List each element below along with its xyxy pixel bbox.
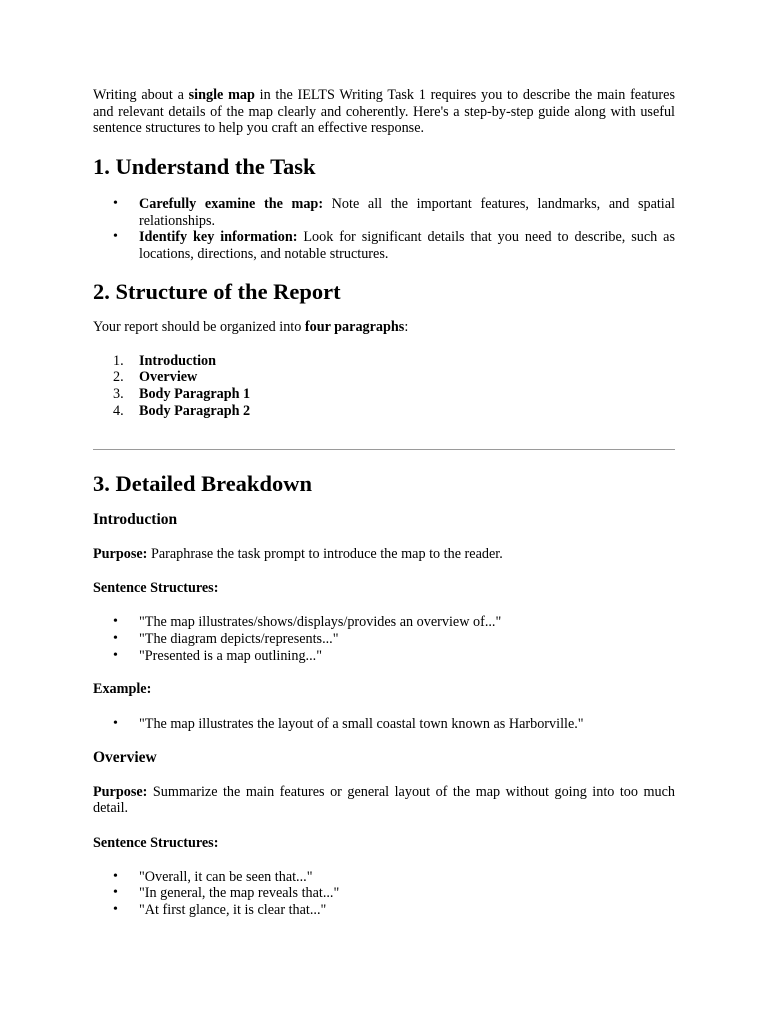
purpose-text: Paraphrase the task prompt to introduce the map to the reader. [147, 545, 503, 562]
list-item: • "In general, the map reveals that..." [93, 885, 675, 902]
list-item [93, 403, 675, 420]
structures-label: Sentence Structures: [93, 834, 219, 851]
list-label: Body Paragraph 1 [139, 386, 251, 403]
horizontal-divider [93, 449, 675, 450]
purpose-label: Purpose: [93, 783, 148, 800]
structures-label: Sentence Structures: [93, 580, 219, 597]
example-label [93, 681, 675, 698]
list-item [93, 369, 675, 386]
list-label: Introduction [139, 352, 216, 369]
list-number: 4. [113, 402, 124, 419]
lead-text: Your report should be organized into [93, 318, 305, 335]
overview-structures-list [93, 869, 675, 919]
section1-list [93, 196, 675, 263]
list-item: • "The map illustrates/shows/displays/provides an overview of..." [93, 614, 675, 631]
overview-structures-label [93, 835, 675, 852]
list-label: Overview [139, 369, 198, 386]
overview-purpose [93, 784, 675, 817]
section2-lead [93, 319, 675, 336]
introduction-subheading: Introduction [93, 510, 178, 528]
overview-subheading: Overview [93, 748, 157, 766]
example-list [93, 716, 675, 733]
list-item-text: Look for significant details that you need to describe, such as locations, directions, and notable structures. [139, 229, 675, 263]
intro-text-1: Writing about a [93, 87, 189, 103]
intro-text-2: in the IELTS Writing Task 1 requires you to describe the main features and relevant details of the map clearly and coherently. Here's a step-by-step guide along with useful sentence structures to help you craft an effective response. [93, 87, 675, 137]
list-item [93, 353, 675, 370]
list-item-bold: Identify key information: [139, 229, 298, 246]
list-number: 2. [113, 369, 124, 386]
section2-heading: 2. Structure of the Report [93, 278, 341, 304]
section3-heading: 3. Detailed Breakdown [93, 470, 312, 496]
intro-bold: single map [188, 87, 255, 103]
intro-paragraph [93, 87, 675, 137]
list-item [93, 386, 675, 403]
list-item: • "The diagram depicts/represents..." [93, 631, 675, 648]
introduction-purpose [93, 546, 675, 563]
list-item: • "The map illustrates the layout of a small coastal town known as Harborville." [93, 716, 675, 733]
purpose-label: Purpose: [93, 545, 148, 562]
list-item-bold: Carefully examine the map: [139, 195, 324, 212]
lead-colon: : [404, 318, 409, 335]
list-number: 3. [113, 386, 124, 403]
introduction-structures-label [93, 580, 675, 597]
report-structure-list [93, 353, 675, 420]
example-label-text: Example: [93, 681, 152, 698]
purpose-text: Summarize the main features or general layout of the map without going into too much detail. [93, 783, 675, 817]
list-item: • "At first glance, it is clear that..." [93, 902, 675, 919]
list-item [93, 196, 675, 230]
list-item-text: Note all the important features, landmarks, and spatial relationships. [139, 195, 675, 229]
lead-bold: four paragraphs [304, 318, 405, 335]
introduction-structures-list [93, 614, 675, 664]
list-item: • "Presented is a map outlining..." [93, 648, 675, 665]
list-number: 1. [113, 352, 124, 369]
list-item [93, 229, 675, 263]
list-label: Body Paragraph 2 [139, 402, 251, 419]
document-content [93, 87, 675, 919]
list-item: • "Overall, it can be seen that..." [93, 869, 675, 886]
section1-heading: 1. Understand the Task [93, 153, 316, 179]
